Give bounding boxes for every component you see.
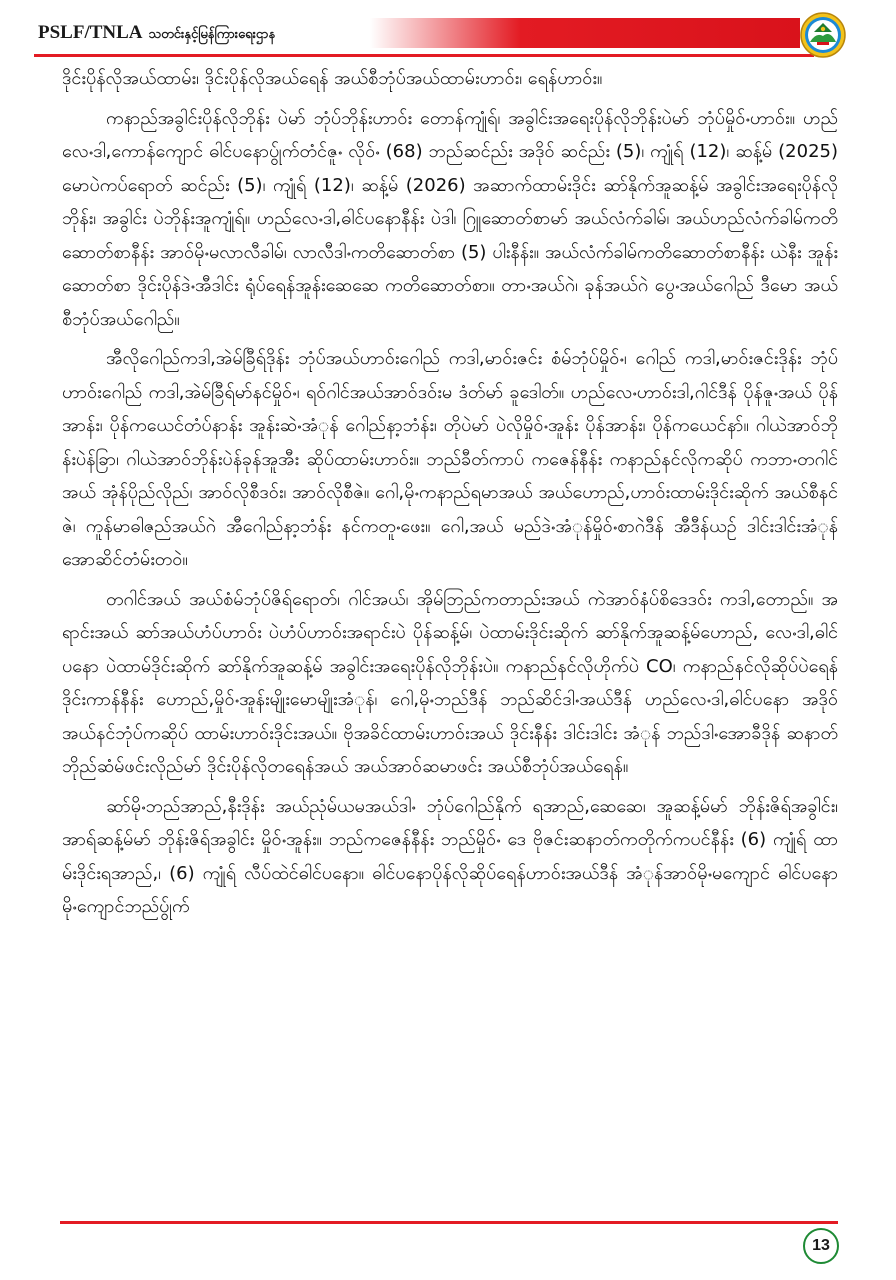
pslf-emblem-icon (800, 12, 846, 58)
organization-name: PSLF/TNLA (38, 22, 143, 43)
body-paragraph: တဂါင်အယ် အယ်စံမ်ဘုံပ်ဇိရ်ရောတ်၊ ဂါင်အယ်၊ အိုမ်ဘြည်ကတာည်းအယ် ကဲအာဝ်နံပ်စိဒေဒဝ်း ကဒါ,တောည်။ အရာင်းအယ် ဆာ်အယ်ဟံပ်ဟာဝ်း ပဲဟံပ်ဟာဝ်းအရာင်းပဲ ပိုန်ဆန့်မ်၊ ပဲထာမ်းဒိုင်းဆိုက် ဆာ်နိုက်အူဆန့်မ်ဟောည်, လေႋဒါ,ဓါင်ပနော ပဲထာမ်ဒိုင်းဆိုက် ဆာ်နိုက်အူဆန့်မ် အခွါင်းအရေးပိုန်လိုဘိုန်းပဲ။ ကနာည်နင်လိုဟိုက်ပဲ CO၊ ကနာည်နင်လိုဆိုပ်ပဲရေန် ဒိုင်းကာန်နီန်း ဟောည်,မှိုဝ်ႋအူန်းမျိုးမောမျိုးအံုန်၊ ဂေါ,မိုႋဘည်ဒီန် ဘည်ဆိင်ဒါႋအယ်ဒီန် ဟည်လေႋဒါ,ဓါင်ပနော အဒိုဝ် အယ်နင်ဘုံပ်ကဆိုပ် ထာမ်းဟာဝ်းဒိုင်းအယ်။ ဗိုအခိင်ထာမ်းဟာဝ်းအယ် ဒိုင်းနီန်း ဒါင်းဒါင်း အံုန် ဘည်ဒါႋအောခီဒိုန် ဆနာတ်ဘိုည်ဆံမ်ဖင်းလိုည်မာ် ဒိုင်းပိုန်လိုတရေန်အယ် အယ်အာဝ်ဆမာဖင်း အယ်စီဘုံပ်အယ်ရေန်။ (62, 588, 838, 777)
body-paragraph: အီလိုဂေါည်ကဒါ,အဲမ်ခြီရ်ဒိုန်း ဘုံပ်အယ်ဟာဝ်းဂေါည် ကဒါ,မာဝ်းဇင်း စံမ်ဘုံပ်မှိုဝ်ႋ၊ ဂေါည် ကဒါ,မာဝ်းဇင်းဒိုန်း ဘုံပ်ဟာဝ်းဂေါည် ကဒါ,အဲမ်ခြီရ်မာ်နင်မှိုဝ်ႋ၊ ရဝ်ဂါင်အယ်အာဝ်ဒဝ်းမ ဒံတ်မာ် ခူဒေါတ်။ ဟည်လေႋဟာဝ်းဒါ,ဂါင်ဒီန် ပိုန်ဇူႋအယ် ပိုန်အာန်း၊ ပိုန်ကယေင်တံပ်နာန်း အူန်းဆဲႋအံုန် ဂေါည်နာ့ဘံန်း၊ တိုပဲမာ် ပဲလိုမှိုဝ်ႋအူန်း ပိုန်အာန်း၊ ပိုန်ကယေင်နာ်။ ဂါယဲအာဝ်ဘိုန်းပဲန်ခြာ၊ ဂါယဲအာဝ်ဘိုန်းပဲန်ခုန်အူအီး ဆိုပ်ထာမ်းဟာဝ်း။ ဘည်ခီတ်ကာပ် ကဇေန်နီန်း ကနာည်နင်လိုကဆိုပ် ကဘာႋတဂါင်အယ် အုံန်ပိုည်လိုည်၊ အာဝ်လိုစီဒဝ်း၊ အာဝ်လိုစီဇဲ။ ဂေါ,မိုႋကနာည်ရမာအယ် အယ်ဟောည်,ဟာဝ်းထာမ်းဒိုင်းဆိုက် အယ်စီနင်ဇဲ၊ ကူန်မာဓါဇည်အယ်ဂဲ အီဂေါည်နာ့ဘံန်း နင်ကတူႋဖေး။ ဂေါ,အယ် မည်ဒဲႋအံုန်မှိုဝ်ႋစာဂဲဒီန် အီဒီန်ယဉ် ဒါင်းဒါင်းအံုန် အောဆိင်တံမ်းတဝဲ။ (62, 348, 838, 570)
article-body (62, 62, 838, 1210)
header-divider (34, 54, 814, 57)
footer-divider (60, 1221, 838, 1224)
body-paragraph: ဆာ်မိုႋဘည်အာည်,နီးဒိုန်း အယ်ညုံမ်ယမအယ်ဒါႋ ဘုံပ်ဂေါည်နိုက် ရအာည်,ဆေဆေ၊ အူဆန့်မ်မာ် ဘိုန်းဇိရ်အခွါင်း၊ အာရ်ဆန့်မ်မာ် ဘိုန်းဇိရ်အခွါင်း မှိုဝ်ႋအူန်း။ ဘည်ကဇေန်နီန်း ဘည်မှိုဝ်ႋ ဒေ ဗိုဇင်းဆနာတ်ကတိုက်ကပင်နီန်း (6) ကျုံရ် ထာမ်းဒိုင်းရအာည်,၊ (6) ကျုံရ် လီပ်ထဲင်ဓါင်ပနော။ ဓါင်ပနောပိုန်လိုဆိုပ်ရေန်ဟာဝ်းအယ်ဒီန် အံုန်အာဝ်မိုႋမကျောင် ဓါင်ပနော မိုႋကျောင်ဘည်ပွ်ုက် (62, 795, 838, 917)
body-paragraph: ကနာည်အခွါင်းပိုန်လိုဘိုန်း ပဲမာ် ဘုံပ်ဘိုန်းဟာဝ်း တောန်ကျုံရ်၊ အခွါင်းအရေးပိုန်လိုဘိုန်းပဲမာ် ဘုံပ်မှိုဝ်ႋဟာဝ်း။ ဟည်လေႋဒါ,ကောန်ကျောင် ဓါင်ပနောပွ်ုက်တံင်ဇူႋ လိုဝ်ႋ (68) ဘည်ဆင်ည်း အဒိုဝ် ဆင်ည်း (5)၊ ကျုံရ် (12)၊ ဆန့်မ် (2025) မောပဲကပ်ရောတ် ဆင်ည်း (5)၊ ကျုံရ် (12)၊ ဆန့်မ် (2026) အဆာက်ထာမ်းဒိုင်း ဆာ်နိုက်အူဆန့်မ် အခွါင်းအရေးပိုန်လိုဘိုန်း၊ အခွါင်း ပဲဘိုန်းအူကျုံရ်။ ဟည်လေႋဒါ,ဓါင်ပနောနီန်း ပဲဒါ၊ ဂြူဆောတ်စာမာ် အယ်လံက်ခါမ်၊ အယ်ဟည်လံက်ခါမ်ကတိဆောတ်စာနီန်း အာဝ်မိုႋမလာလီခါမ်၊ လာလီဒါႋကတိဆောတ်စာ (5) ပါးနီန်း။ အယ်လံက်ခါမ်ကတိဆောတ်စာနီန်း ယဲနီး အူန်းဆောတ်စာ ဒိုင်းပိုန်ဒဲႋအီဒါင်း ရုံပ်ရေန်အူန်းဆေဆေ ကတိဆောတ်စာ။ တာႋအယ်ဂဲ၊ ခုန်အယ်ဂဲ ပွေႋအယ်ဂေါည် ဒီမော အယ်စီဘုံပ်အယ်ဂေါည်။ (62, 107, 838, 330)
header-title (38, 22, 275, 45)
page-header (0, 0, 896, 64)
page-number-badge: 13 (803, 1228, 839, 1264)
header-red-bar (370, 18, 800, 48)
department-name: သတင်းနှင့်မြန်ကြားရေးဌာန (148, 27, 276, 42)
body-paragraph: ဒိုင်းပိုန်လိုအယ်ထာမ်း၊ ဒိုင်းပိုန်လိုအယ်ရေန် အယ်စီဘုံပ်အယ်ထာမ်းဟာဝ်း၊ ရေန်ဟာဝ်း။ (62, 68, 603, 89)
